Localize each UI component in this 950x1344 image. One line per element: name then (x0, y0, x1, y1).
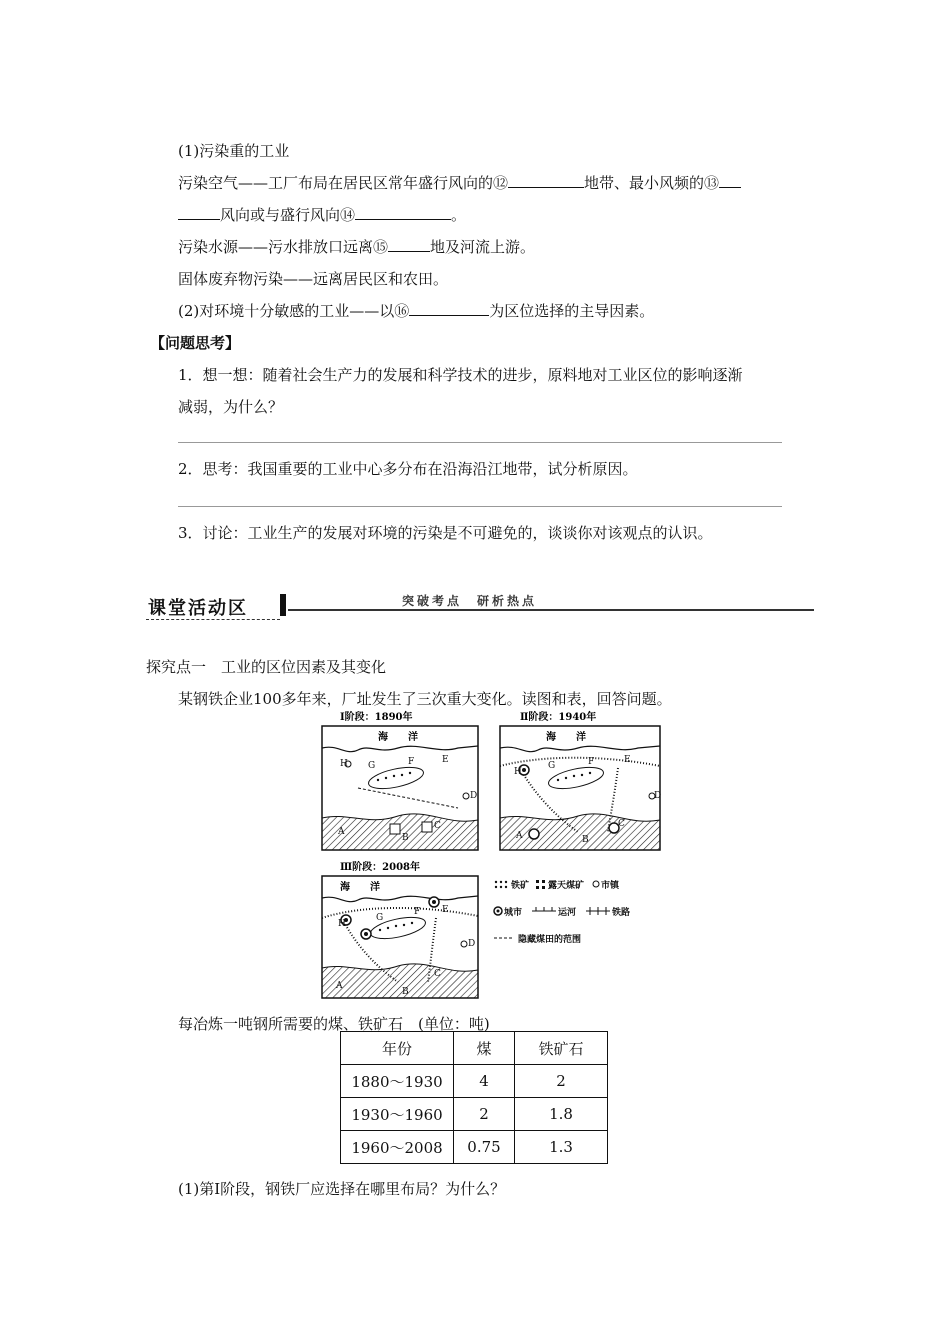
cell-ore: 1.8 (515, 1098, 608, 1131)
item2-line (178, 300, 654, 321)
explore-heading: 探究点一 工业的区位因素及其变化 (146, 658, 387, 676)
letter-e-1: E (442, 755, 449, 765)
letter-a-2: A (516, 831, 523, 841)
final-question: (1)第Ⅰ阶段，钢铁厂应选择在哪里布局？为什么？ (178, 1180, 506, 1198)
map-legend (494, 879, 630, 945)
letter-f-3: F (414, 907, 421, 917)
header-coal: 煤 (454, 1032, 515, 1065)
letter-f-1: F (408, 757, 415, 767)
item1-title: (1)污染重的工业 (178, 142, 290, 160)
legend-coalfield: 隐藏煤田的范围 (518, 935, 582, 945)
banner-dash (146, 619, 280, 620)
letter-d-1: D (470, 791, 478, 801)
legend-railway: 铁路 (612, 908, 631, 918)
air-text-c: 风向或与盛行风向⑭ (220, 206, 356, 224)
water-pollution-line (178, 236, 535, 257)
air-text-a: 污染空气——工厂布局在居民区常年盛行风向的⑫ (178, 174, 509, 192)
banner-bar (280, 594, 286, 616)
letter-g-3: G (376, 913, 384, 923)
steel-plant-maps (318, 708, 664, 1000)
stage1-title: Ⅰ阶段：1890年 (340, 712, 413, 723)
water-text-b: 地及河流上游。 (430, 238, 536, 256)
air-text-d: 。 (451, 206, 467, 224)
water-text-a: 污染水源——污水排放口远离⑮ (178, 238, 389, 256)
header-ore: 铁矿石 (515, 1032, 608, 1065)
solid-waste-line: 固体废弃物污染——远离居民区和农田。 (178, 270, 449, 288)
air-pollution-line (178, 172, 741, 193)
banner-line (288, 609, 814, 611)
letter-d-3: D (468, 939, 476, 949)
cell-ore: 1.3 (515, 1131, 608, 1164)
cell-coal: 4 (454, 1065, 515, 1098)
cell-ore: 2 (515, 1065, 608, 1098)
q1-line2: 减弱，为什么？ (178, 398, 284, 416)
stage2-title: Ⅱ阶段：1940年 (520, 712, 597, 723)
cell-year: 1930～1960 (341, 1098, 454, 1131)
letter-b-2: B (582, 835, 589, 845)
banner-subtitle: 突破考点 研析热点 (402, 594, 538, 608)
coal-ore-table (340, 1031, 608, 1164)
answer-line-2[interactable] (178, 506, 782, 507)
table-row (341, 1065, 608, 1098)
letter-c-2: C (618, 819, 625, 829)
sea-label-3: 海 洋 (340, 882, 380, 893)
answer-line-1[interactable] (178, 442, 782, 443)
sea-label-1: 海 洋 (378, 732, 418, 743)
letter-h-1: H (340, 759, 348, 769)
air-text-b: 地带、最小风频的⑬ (584, 174, 720, 192)
legend-canal: 运河 (558, 908, 577, 918)
blank-16[interactable] (409, 301, 489, 316)
map-stage-3 (322, 860, 478, 998)
section-banner (146, 590, 814, 624)
table-caption: 每冶炼一吨钢所需要的煤、铁矿石 (单位：吨) (178, 1015, 490, 1033)
air-pollution-line-2 (178, 204, 466, 225)
map-stage-1 (322, 710, 478, 850)
blank-14[interactable] (355, 205, 451, 220)
stage3-title: Ⅲ阶段：2008年 (340, 862, 421, 873)
letter-h-2: H (514, 767, 522, 777)
blank-12[interactable] (508, 173, 584, 188)
cell-year: 1960～2008 (341, 1131, 454, 1164)
map-stage-2 (500, 710, 661, 850)
q3: 3．讨论：工业生产的发展对环境的污染是不可避免的，谈谈你对该观点的认识。 (178, 524, 713, 542)
sea-label-2: 海 洋 (546, 732, 586, 743)
letter-f-2: F (588, 757, 595, 767)
explore-intro: 某钢铁企业100多年来，厂址发生了三次重大变化。读图和表，回答问题。 (178, 690, 672, 708)
letter-e-2: E (624, 755, 631, 765)
cell-coal: 2 (454, 1098, 515, 1131)
legend-coal-mine: 露天煤矿 (548, 881, 585, 891)
q1-line1: 1．想一想：随着社会生产力的发展和科学技术的进步，原料地对工业区位的影响逐渐 (178, 366, 743, 384)
banner-title: 课堂活动区 (148, 598, 248, 619)
item2-text-a: (2)对环境十分敏感的工业——以⑯ (178, 302, 410, 320)
table-header-row (341, 1032, 608, 1065)
letter-c-1: C (434, 821, 441, 831)
letter-g-1: G (368, 761, 376, 771)
letter-h-3: H (338, 919, 346, 929)
table-row (341, 1098, 608, 1131)
legend-city: 城市 (504, 908, 523, 918)
legend-iron-ore: 铁矿 (511, 881, 530, 891)
cell-coal: 0.75 (454, 1131, 515, 1164)
header-year: 年份 (341, 1032, 454, 1065)
table-row (341, 1131, 608, 1164)
letter-b-1: B (402, 833, 409, 843)
q2: 2．思考：我国重要的工业中心多分布在沿海沿江地带，试分析原因。 (178, 460, 638, 478)
blank-13b[interactable] (178, 205, 220, 220)
item2-text-b: 为区位选择的主导因素。 (489, 302, 655, 320)
letter-b-3: B (402, 987, 409, 997)
letter-d-2: D (654, 791, 662, 801)
questions-header: 【问题思考】 (150, 334, 241, 352)
letter-c-3: C (434, 969, 441, 979)
letter-g-2: G (548, 761, 556, 771)
blank-13a[interactable] (719, 173, 741, 188)
letter-e-3: E (442, 905, 449, 915)
cell-year: 1880～1930 (341, 1065, 454, 1098)
legend-town: 市镇 (601, 881, 620, 891)
letter-a-3: A (336, 981, 343, 991)
letter-a-1: A (338, 827, 345, 837)
blank-15[interactable] (388, 237, 430, 252)
